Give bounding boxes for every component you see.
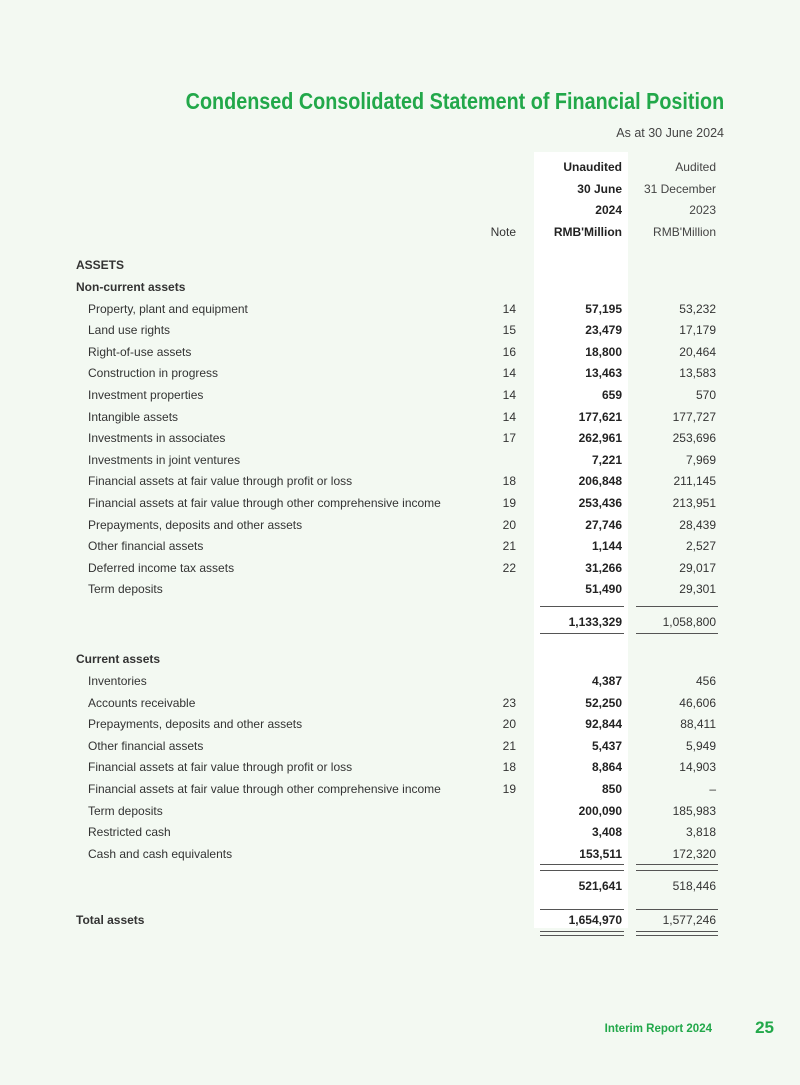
row-value-prior: 177,727 bbox=[672, 409, 716, 424]
row-label: Prepayments, deposits and other assets bbox=[88, 717, 303, 732]
table-row bbox=[76, 757, 722, 779]
header-current: Unaudited bbox=[563, 160, 622, 174]
row-label: Investments in associates bbox=[88, 431, 226, 446]
section-heading-current bbox=[76, 649, 722, 671]
row-note: 20 bbox=[502, 717, 516, 732]
row-note: 18 bbox=[502, 760, 516, 775]
row-label: Investments in joint ventures bbox=[88, 452, 241, 467]
row-value-current: 18,800 bbox=[585, 344, 622, 359]
row-label: Financial assets at fair value through profit or loss bbox=[88, 474, 353, 489]
row-value-current: 13,463 bbox=[585, 366, 622, 381]
section-label: ASSETS bbox=[76, 258, 125, 273]
row-value-current: 659 bbox=[601, 387, 622, 402]
subtotal-rule-prior bbox=[636, 606, 718, 607]
row-value-prior: 570 bbox=[695, 387, 716, 402]
row-label: Intangible assets bbox=[88, 409, 179, 424]
total-top-rule-prior bbox=[636, 909, 718, 910]
row-label: Deferred income tax assets bbox=[88, 560, 235, 575]
total-top-rule-current bbox=[540, 909, 624, 910]
row-value-prior: 172,320 bbox=[672, 846, 716, 861]
row-value-current: 51,490 bbox=[585, 582, 622, 597]
row-label: Financial assets at fair value through other comprehensive income bbox=[88, 782, 441, 797]
row-label: Accounts receivable bbox=[88, 695, 196, 710]
row-label: Term deposits bbox=[88, 582, 163, 597]
section-label: Current assets bbox=[76, 652, 161, 667]
row-value-prior: 253,696 bbox=[672, 431, 716, 446]
row-value-prior: 2,527 bbox=[685, 539, 716, 554]
row-value-prior: 211,145 bbox=[673, 474, 716, 489]
row-value-prior: 53,232 bbox=[679, 301, 716, 316]
row-note: 17 bbox=[502, 431, 516, 446]
table-row bbox=[76, 385, 722, 407]
current-total-prior: 518,446 bbox=[672, 879, 716, 894]
table-row bbox=[76, 579, 722, 601]
table-row bbox=[76, 299, 722, 321]
row-value-current: 8,864 bbox=[591, 760, 622, 775]
row-value-prior: 88,411 bbox=[680, 717, 716, 732]
row-value-current: 27,746 bbox=[585, 517, 622, 532]
row-value-prior: 28,439 bbox=[679, 517, 716, 532]
row-value-current: 253,436 bbox=[578, 495, 622, 510]
row-label: Other financial assets bbox=[88, 738, 204, 753]
row-value-prior: 29,017 bbox=[679, 560, 716, 575]
row-label: Financial assets at fair value through other comprehensive income bbox=[88, 495, 441, 510]
non-current-total-prior: 1,058,800 bbox=[662, 614, 716, 629]
table-row bbox=[76, 450, 722, 472]
header-prior: RMB'Million bbox=[653, 224, 716, 239]
row-value-current: 200,090 bbox=[578, 803, 622, 818]
non-current-items bbox=[76, 299, 722, 601]
row-note: 14 bbox=[502, 301, 516, 316]
table-row bbox=[76, 693, 722, 715]
row-note: 15 bbox=[502, 323, 516, 338]
row-value-current: 57,195 bbox=[585, 301, 622, 316]
row-label: Inventories bbox=[88, 674, 147, 689]
row-label: Investment properties bbox=[88, 387, 204, 402]
row-label: Other financial assets bbox=[88, 539, 204, 554]
item-under-rule-current bbox=[540, 864, 624, 865]
total-assets-row bbox=[76, 910, 722, 932]
row-value-current: 262,961 bbox=[578, 431, 622, 446]
table-row bbox=[76, 342, 722, 364]
table-row bbox=[76, 515, 722, 537]
row-note: 14 bbox=[502, 387, 516, 402]
table-row bbox=[76, 320, 722, 342]
row-label: Cash and cash equivalents bbox=[88, 846, 233, 861]
row-value-current: 92,844 bbox=[585, 717, 622, 732]
row-value-current: 3,408 bbox=[591, 825, 622, 840]
current-total-row bbox=[76, 876, 722, 898]
header-prior: Audited bbox=[675, 160, 716, 174]
row-note: 21 bbox=[502, 539, 516, 554]
section-heading-non-current bbox=[76, 277, 722, 299]
table-row bbox=[76, 822, 722, 844]
row-label: Term deposits bbox=[88, 803, 163, 818]
item-under-rule-prior bbox=[636, 864, 718, 865]
total-assets-label: Total assets bbox=[76, 913, 145, 927]
row-value-prior: 7,969 bbox=[685, 452, 716, 467]
current-items bbox=[76, 671, 722, 865]
table-row bbox=[76, 736, 722, 758]
non-current-total-row bbox=[76, 612, 722, 634]
header-current: 30 June bbox=[577, 181, 622, 196]
row-value-current: 52,250 bbox=[585, 695, 622, 710]
total-double-rule-prior bbox=[636, 931, 718, 936]
row-note: 21 bbox=[502, 738, 516, 753]
row-label: Financial assets at fair value through profit or loss bbox=[88, 760, 353, 775]
row-value-current: 153,511 bbox=[579, 846, 622, 861]
row-note: 19 bbox=[502, 495, 516, 510]
row-value-prior: 5,949 bbox=[685, 738, 716, 753]
row-label: Property, plant and equipment bbox=[88, 301, 248, 316]
row-value-current: 31,266 bbox=[585, 560, 622, 575]
row-note: 16 bbox=[502, 344, 516, 359]
row-value-prior: 46,606 bbox=[679, 695, 716, 710]
header-prior: 31 December bbox=[643, 181, 716, 196]
table-row bbox=[76, 558, 722, 580]
table-row bbox=[76, 428, 722, 450]
table-row bbox=[76, 536, 722, 558]
row-value-prior: 456 bbox=[695, 674, 716, 689]
header-row bbox=[76, 222, 722, 244]
table-row bbox=[76, 671, 722, 693]
table-row bbox=[76, 714, 722, 736]
row-value-prior: 13,583 bbox=[679, 366, 716, 381]
total-double-rule-current bbox=[540, 931, 624, 936]
current-total-current: 521,641 bbox=[578, 879, 622, 894]
row-value-current: 177,621 bbox=[578, 409, 622, 424]
table-row bbox=[76, 471, 722, 493]
table-row bbox=[76, 801, 722, 823]
row-value-current: 850 bbox=[601, 782, 622, 797]
subtotal-rule-current bbox=[540, 606, 624, 607]
row-value-prior: – bbox=[709, 782, 716, 797]
section-label: Non-current assets bbox=[76, 279, 186, 294]
row-note: 22 bbox=[502, 560, 516, 575]
non-current-total-current: 1,133,329 bbox=[568, 614, 622, 629]
header-row bbox=[76, 179, 722, 201]
page-number: 25 bbox=[755, 1018, 774, 1037]
subtotal-under-rule-prior bbox=[636, 633, 718, 634]
row-note: 14 bbox=[502, 366, 516, 381]
total-assets-prior: 1,577,246 bbox=[662, 913, 716, 927]
financial-statement-table bbox=[76, 157, 722, 932]
row-note: 20 bbox=[502, 517, 516, 532]
report-name: Interim Report 2024 bbox=[604, 1023, 712, 1035]
row-label: Right-of-use assets bbox=[88, 344, 192, 359]
row-label: Restricted cash bbox=[88, 825, 171, 840]
row-value-prior: 29,301 bbox=[679, 582, 716, 597]
header-current: 2024 bbox=[595, 203, 622, 218]
row-value-current: 7,221 bbox=[591, 452, 622, 467]
row-value-prior: 17,179 bbox=[679, 323, 716, 338]
row-label: Prepayments, deposits and other assets bbox=[88, 517, 303, 532]
row-note: 14 bbox=[502, 409, 516, 424]
row-note: 19 bbox=[502, 782, 516, 797]
table-row bbox=[76, 779, 722, 801]
table-row bbox=[76, 363, 722, 385]
page-title: Condensed Consolidated Statement of Financial Position bbox=[185, 88, 724, 114]
row-label: Construction in progress bbox=[88, 366, 219, 381]
row-label: Land use rights bbox=[88, 323, 171, 338]
header-prior: 2023 bbox=[689, 203, 716, 218]
row-value-current: 4,387 bbox=[591, 674, 622, 689]
table-row bbox=[76, 493, 722, 515]
row-value-prior: 213,951 bbox=[672, 495, 716, 510]
table-row bbox=[76, 407, 722, 429]
header-row bbox=[76, 200, 722, 222]
subtotal-rule-prior bbox=[636, 870, 718, 871]
row-value-prior: 185,983 bbox=[672, 803, 716, 818]
subtotal-rule-current bbox=[540, 870, 624, 871]
subtotal-under-rule-current bbox=[540, 633, 624, 634]
table-row bbox=[76, 844, 722, 866]
row-value-current: 23,479 bbox=[585, 323, 622, 338]
total-assets-current: 1,654,970 bbox=[568, 913, 622, 927]
header-current: RMB'Million bbox=[553, 224, 622, 239]
row-value-prior: 3,818 bbox=[685, 825, 716, 840]
header-row bbox=[76, 157, 722, 179]
row-value-prior: 14,903 bbox=[679, 760, 716, 775]
header-note: Note bbox=[490, 224, 516, 239]
section-heading-assets bbox=[76, 255, 722, 277]
statement-date: As at 30 June 2024 bbox=[616, 126, 724, 140]
row-note: 23 bbox=[502, 695, 516, 710]
row-note: 18 bbox=[502, 474, 516, 489]
row-value-current: 206,848 bbox=[578, 474, 622, 489]
row-value-current: 5,437 bbox=[591, 738, 622, 753]
row-value-prior: 20,464 bbox=[679, 344, 716, 359]
row-value-current: 1,144 bbox=[591, 539, 622, 554]
